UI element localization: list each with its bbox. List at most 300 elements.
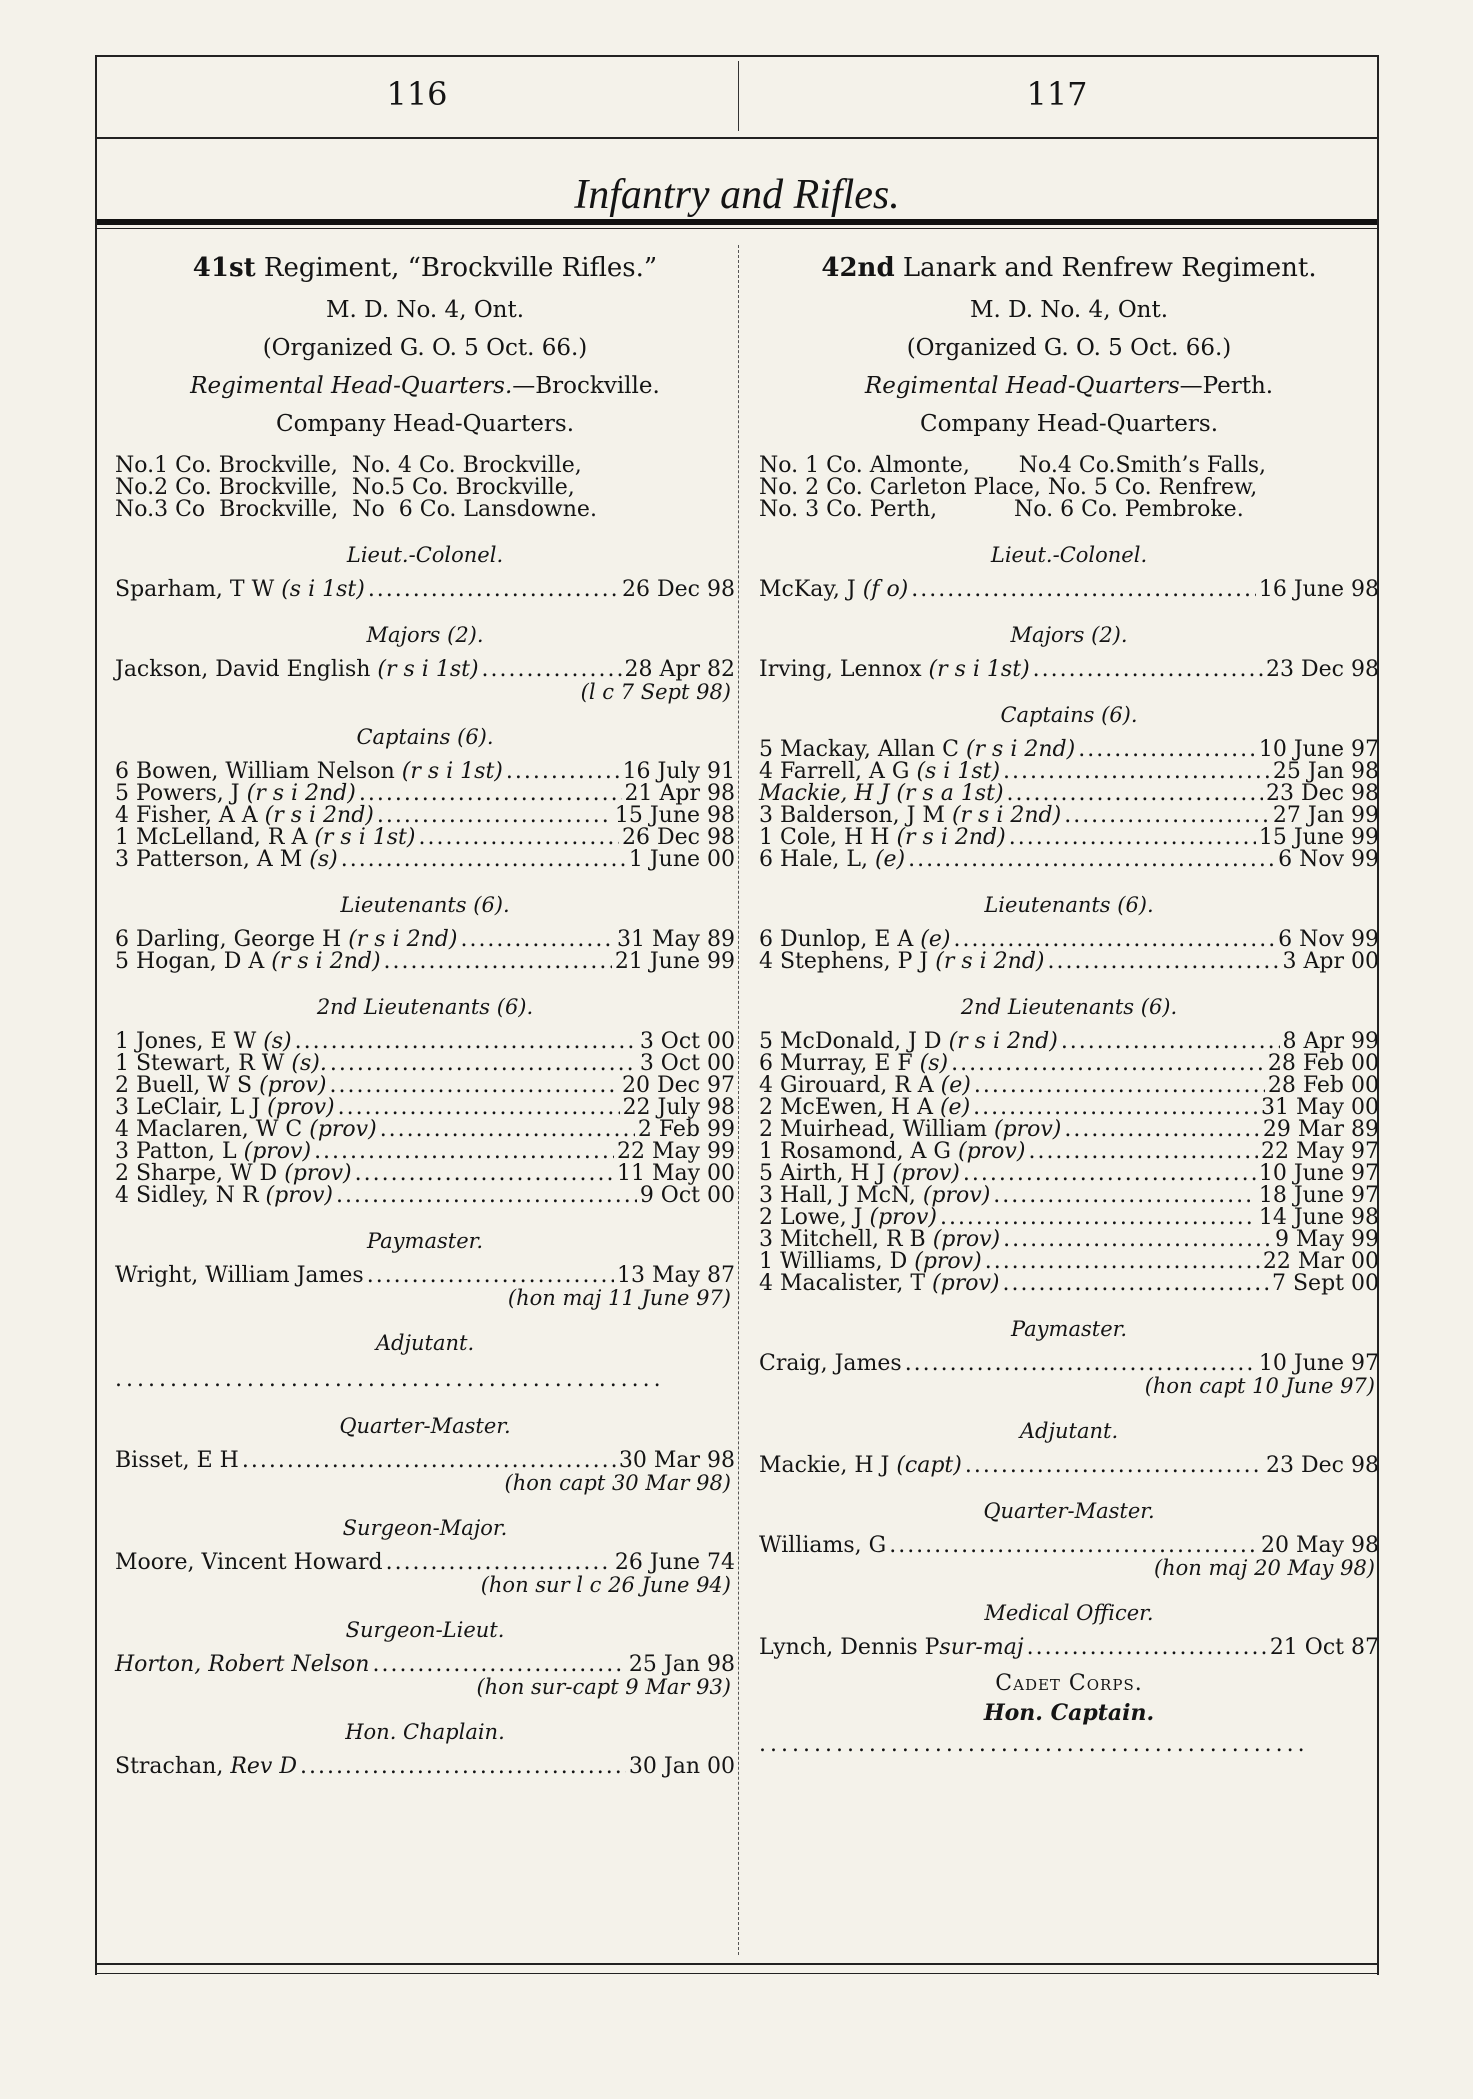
bottom-thin-rule (97, 1973, 1377, 1974)
officer-name-text: Craig, James (759, 1351, 902, 1376)
leader-dots (973, 1097, 1258, 1119)
section-title: 2nd Lieutenants (6). (316, 995, 534, 1019)
officer-name (115, 827, 415, 849)
officer-name (115, 1552, 383, 1574)
regiment-42nd (759, 245, 1379, 1757)
adjutant-list (759, 1455, 1379, 1477)
commission-date: 15 June 98 (614, 803, 735, 828)
officer-name (115, 1141, 311, 1163)
leader-dots (330, 1053, 637, 1075)
officer-name (759, 1353, 902, 1375)
officer-entry (115, 579, 735, 601)
officer-name-text: Sparham, T W (115, 577, 282, 602)
leader-dots (368, 579, 619, 601)
lieutenants-list (115, 929, 735, 973)
officer-entry (759, 579, 1379, 601)
officer-qualification: (prov) (993, 1117, 1062, 1142)
officer-qualification: (s i 1st) (281, 577, 365, 602)
captains-list (759, 739, 1379, 871)
military-district: M. D. No. 4, Ont. (969, 297, 1169, 323)
officer-name (759, 827, 1006, 849)
officer-entry (759, 849, 1379, 871)
officer-name (115, 1097, 335, 1119)
officer-name (115, 1756, 297, 1778)
officer-qualification: sur-maj (939, 1635, 1024, 1660)
section-title: Adjutant. (375, 1331, 475, 1355)
officer-name-text: Lynch, Dennis P (759, 1635, 940, 1660)
officer-name (759, 1053, 948, 1075)
regimental-hq-label: Regimental Head-Quarters. (190, 373, 513, 399)
officer-name (115, 1053, 327, 1075)
officer-name (115, 659, 479, 681)
page-number-left: 116 (386, 75, 448, 113)
surgeon-lieut-list (115, 1654, 735, 1676)
majors-list (115, 659, 735, 681)
note-text: (hon sur l c 26 June 94) (480, 1573, 731, 1597)
officer-name-text: 5 McDonald, J D (759, 1029, 949, 1054)
officer-name-text: 4 Girouard, R A (759, 1073, 941, 1098)
commission-date: 30 Mar 98 (618, 1448, 735, 1473)
officer-name-text: 6 Dunlop, E A (759, 927, 921, 952)
leader-dots (985, 1251, 1260, 1273)
leader-dots (338, 1097, 620, 1119)
officer-name (759, 783, 1004, 805)
leader-dots (386, 1552, 612, 1574)
note-text: (hon sur-capt 9 Mar 93) (476, 1675, 731, 1699)
surgeon-major-list (115, 1552, 735, 1574)
officer-qualification: (e) (920, 927, 951, 952)
officer-name-text: 1 Cole, H H (759, 825, 897, 850)
officer-name (759, 761, 1000, 783)
leader-dots (965, 1455, 1263, 1477)
quarter-master-list (759, 1535, 1379, 1557)
officer-entry (115, 1031, 735, 1053)
officer-name-text: 6 Hale, L, (759, 847, 875, 872)
officer-name (115, 1119, 377, 1141)
leader-dots (300, 1756, 626, 1778)
officer-name-text: 4 Stephens, P J (759, 949, 936, 974)
officer-qualification: (r s i 2nd) (965, 737, 1076, 762)
leader-dots (1048, 951, 1280, 973)
officer-entry (115, 849, 735, 871)
officer-entry (115, 1552, 735, 1574)
officer-entry (759, 783, 1379, 805)
leader-dots (418, 827, 619, 849)
officer-name-text: 3 Patton, L (115, 1139, 244, 1164)
commission-date: 7 Sept 00 (1272, 1271, 1379, 1296)
officer-entry (115, 659, 735, 681)
leader-dots (974, 1075, 1265, 1097)
vacant-entry: .................................................. (759, 1732, 1309, 1757)
officer-entry (115, 1185, 735, 1207)
officer-name (759, 929, 950, 951)
officer-entry (759, 1251, 1379, 1273)
regiment-41st (115, 245, 735, 1778)
commission-date: 10 June 97 (1258, 1351, 1379, 1376)
section-title: Majors (2). (1010, 623, 1128, 647)
rank-note (115, 1574, 735, 1596)
second-lieutenants-list (115, 1031, 735, 1207)
section-title: Adjutant. (1019, 1419, 1119, 1443)
commission-date: 28 Feb 00 (1267, 1073, 1379, 1098)
leader-dots (1003, 1273, 1270, 1295)
officer-entry (759, 1031, 1379, 1053)
officer-name-text: Irving, Lennox (759, 657, 929, 682)
lieutenants-list (759, 929, 1379, 973)
officer-name (759, 1207, 937, 1229)
regiment-heading (759, 253, 1379, 283)
officer-entry (759, 929, 1379, 951)
officer-qualification: (capt) (896, 1453, 962, 1478)
officer-name (759, 805, 1061, 827)
officer-qualification: (prov) (259, 1073, 327, 1098)
commission-date: 22 Mar 00 (1262, 1249, 1379, 1274)
officer-name (759, 1075, 971, 1097)
commission-date: 21 Apr 98 (624, 781, 735, 806)
header-rule (97, 137, 1377, 139)
officer-entry (115, 1163, 735, 1185)
commission-date: 22 May 99 (616, 1139, 735, 1164)
officer-entry (115, 1450, 735, 1472)
officer-entry (115, 761, 735, 783)
officer-entry (759, 1535, 1379, 1557)
officer-entry (759, 1353, 1379, 1375)
officer-name-text: 4 Farrell, A G (759, 759, 917, 784)
section-title: Quarter-Master. (983, 1499, 1155, 1523)
majors-list (759, 659, 1379, 681)
section-title: Paymaster. (366, 1229, 484, 1253)
leader-dots (908, 849, 1275, 871)
officer-entry (115, 827, 735, 849)
leader-dots (1027, 1637, 1267, 1659)
officer-name-text: Wright, William James (115, 1263, 364, 1288)
commission-date: 28 Apr 82 (624, 657, 735, 682)
commission-date: 6 Nov 99 (1278, 927, 1379, 952)
commission-date: 26 Dec 98 (622, 825, 735, 850)
cadet-corps-title: Cadet Corps. (995, 1671, 1143, 1696)
officer-name (759, 1097, 970, 1119)
regimental-hq (759, 373, 1379, 399)
leader-dots (993, 1185, 1256, 1207)
top-rule (97, 55, 1377, 57)
leader-dots (355, 1163, 614, 1185)
officer-name-text: 1 Jones, E W (115, 1029, 264, 1054)
officer-name-text: 4 Sidley, N R (115, 1183, 266, 1208)
officer-name (759, 1163, 960, 1185)
paymaster-list (759, 1353, 1379, 1375)
title-thin-rule (97, 228, 1377, 229)
officer-name-text: 4 Macalister, T (759, 1271, 933, 1296)
officer-name (115, 1075, 327, 1097)
commission-date: 21 Oct 87 (1269, 1635, 1379, 1660)
commission-date: 9 May 99 (1274, 1227, 1379, 1252)
officer-entry (759, 659, 1379, 681)
section-title: Lieutenants (6). (340, 893, 510, 917)
officer-qualification: (prov) (869, 1205, 937, 1230)
commission-date: 9 Oct 00 (639, 1183, 735, 1208)
officer-name (115, 579, 365, 601)
commission-date: 21 June 99 (614, 949, 735, 974)
officer-name (115, 783, 356, 805)
company-hq-title: Company Head-Quarters. (275, 411, 575, 437)
regimental-hq-value: —Perth. (1179, 373, 1274, 399)
rank-note (759, 1375, 1379, 1397)
officer-entry (759, 1207, 1379, 1229)
officer-entry (115, 1756, 735, 1778)
leader-dots (336, 1185, 637, 1207)
officer-name (115, 1450, 239, 1472)
leader-dots (889, 1535, 1258, 1557)
leader-dots (1078, 739, 1256, 761)
officer-name (759, 849, 905, 871)
officer-entry (759, 951, 1379, 973)
quarter-master-list (115, 1450, 735, 1472)
officer-name (759, 1141, 1025, 1163)
commission-date: 20 Dec 97 (622, 1073, 735, 1098)
officer-name-text: 4 Fisher, A A (115, 803, 265, 828)
officer-name-text: 1 Rosamond, A G (759, 1139, 958, 1164)
company-list: No.1 Co. Brockville, No. 4 Co. Brockville, No.2 Co. Brockville, No.5 Co. Brockville, No.3 Co Brockville, No 6 Co. Lansdowne. (115, 453, 597, 522)
leader-dots (953, 929, 1275, 951)
officer-name-text: 2 McEwen, H A (759, 1095, 940, 1120)
officer-qualification: (r s i 2nd) (935, 949, 1045, 974)
section-title: Captains (6). (356, 725, 494, 749)
section-title: Lieut.-Colonel. (990, 543, 1148, 567)
commission-date: 13 May 87 (616, 1263, 735, 1288)
rank-note (759, 1557, 1379, 1579)
leader-dots (506, 761, 620, 783)
lt-col-list (115, 579, 735, 601)
officer-name (115, 951, 381, 973)
regiment-name: Lanark and Renfrew Regiment. (902, 253, 1317, 283)
commission-date: 11 May 00 (616, 1161, 735, 1186)
officer-name (759, 1119, 1061, 1141)
regiment-heading (115, 253, 735, 283)
commission-date: 22 July 98 (622, 1095, 735, 1120)
leader-dots (1003, 761, 1270, 783)
officer-name-text: 6 Murray, E F (759, 1051, 920, 1076)
organized-note: (Organized G. O. 5 Oct. 66.) (906, 335, 1232, 361)
commission-date: 27 Jan 99 (1272, 803, 1379, 828)
leader-dots (242, 1450, 616, 1472)
officer-entry (759, 1097, 1379, 1119)
officer-name-text: 5 Mackay, Allan C (759, 737, 966, 762)
officer-name-text: Moore, Vincent Howard (115, 1550, 383, 1575)
commission-date: 28 Feb 00 (1267, 1051, 1379, 1076)
officer-entry (759, 1141, 1379, 1163)
officer-name-text: 2 Sharpe, W D (115, 1161, 285, 1186)
commission-date: 8 Apr 99 (1282, 1029, 1379, 1054)
leader-dots (377, 805, 612, 827)
officer-entry (759, 805, 1379, 827)
officer-name (759, 1229, 1000, 1251)
commission-date: 3 Apr 00 (1282, 949, 1379, 974)
officer-qualification: (r s i 1st) (314, 825, 416, 850)
note-text: (l c 7 Sept 98) (580, 680, 731, 704)
officer-qualification: (prov) (309, 1117, 377, 1142)
officer-name-text: 5 Hogan, D A (115, 949, 272, 974)
officer-qualification: (prov) (932, 1271, 1000, 1296)
officer-name-text: Mackie, H J (759, 1453, 897, 1478)
leader-dots (295, 1031, 637, 1053)
leader-dots (1028, 1141, 1258, 1163)
officer-name-text: 3 LeClair, L J (115, 1095, 268, 1120)
leader-dots (1033, 659, 1263, 681)
military-district: M. D. No. 4, Ont. (325, 297, 525, 323)
rank-note (115, 1472, 735, 1494)
regimental-hq (115, 373, 735, 399)
officer-qualification: (r s i 2nd) (896, 825, 1006, 850)
note-text: (hon maj 11 June 97) (507, 1286, 731, 1310)
commission-date: 22 May 97 (1260, 1139, 1379, 1164)
commission-date: 10 June 97 (1258, 1161, 1379, 1186)
officer-entry (759, 1163, 1379, 1185)
section-title: Quarter-Master. (339, 1414, 511, 1438)
commission-date: 2 Feb 99 (637, 1117, 735, 1142)
officer-name (115, 1031, 292, 1053)
officer-qualification: (s) (919, 1051, 949, 1076)
officer-name (759, 739, 1075, 761)
commission-date: 3 Oct 00 (639, 1029, 735, 1054)
officer-name (115, 1185, 333, 1207)
commission-date: 26 Dec 98 (622, 577, 735, 602)
officer-qualification: (prov) (914, 1249, 982, 1274)
officer-entry (115, 783, 735, 805)
officer-qualification: (prov) (932, 1227, 1001, 1252)
paymaster-list (115, 1265, 735, 1287)
medical-officer-list (759, 1637, 1379, 1659)
officer-name-text: 6 Darling, George H (115, 927, 349, 952)
leader-dots (330, 1075, 620, 1097)
officer-qualification: Horton, Robert Nelson (115, 1652, 370, 1677)
column-divider (738, 245, 739, 1955)
officer-entry (115, 1654, 735, 1676)
commission-date: 16 June 98 (1258, 577, 1379, 602)
officer-name (115, 761, 503, 783)
officer-entry (115, 1075, 735, 1097)
leader-dots (367, 1265, 614, 1287)
section-title: Hon. Chaplain. (345, 1720, 505, 1744)
officer-name-text: 1 Williams, D (759, 1249, 915, 1274)
officer-qualification: (r s i 1st) (401, 759, 503, 784)
officer-qualification: (r s i 2nd) (271, 949, 381, 974)
company-hq-title: Company Head-Quarters. (919, 411, 1219, 437)
note-text: (hon capt 30 Mar 98) (504, 1471, 731, 1495)
officer-qualification: (s i 1st) (916, 759, 1001, 784)
section-title: Lieutenants (6). (984, 893, 1154, 917)
officer-qualification: (e) (940, 1073, 971, 1098)
commission-date: 14 June 98 (1258, 1205, 1379, 1230)
officer-qualification: (prov) (958, 1139, 1026, 1164)
officer-qualification: (r s i 2nd) (264, 803, 374, 828)
commission-date: 1 June 00 (628, 847, 735, 872)
officer-name (759, 579, 908, 601)
officer-entry (115, 1141, 735, 1163)
officer-name (115, 929, 457, 951)
leader-dots (1064, 805, 1270, 827)
leader-dots (341, 849, 626, 871)
commission-date: 29 Mar 89 (1262, 1117, 1379, 1142)
leader-dots (911, 579, 1256, 601)
officer-name-text: 2 Lowe, J (759, 1205, 870, 1230)
officer-name-text: 1 McLelland, R A (115, 825, 315, 850)
officer-qualification: (prov) (267, 1095, 335, 1120)
officer-entry (759, 1075, 1379, 1097)
officer-qualification: (prov) (922, 1183, 991, 1208)
officer-qualification: (r s i 2nd) (948, 1029, 1058, 1054)
company-list: No. 1 Co. Almonte, No.4 Co.Smith’s Falls, No. 2 Co. Carleton Place, No. 5 Co. Renfrew, No. 3 Co. Perth, No. 6 Co. Pembroke. (759, 453, 1267, 522)
commission-date: 25 Jan 98 (628, 1652, 735, 1677)
leader-dots (1003, 1229, 1272, 1251)
officer-name (115, 1163, 352, 1185)
commission-date: 31 May 89 (616, 927, 735, 952)
officer-qualification: (f o) (862, 577, 909, 602)
officer-entry (115, 951, 735, 973)
officer-name-text: 3 Hall, J McN, (759, 1183, 923, 1208)
leader-dots (314, 1141, 614, 1163)
officer-entry (115, 1097, 735, 1119)
page-title: Infantry and Rifles. (574, 172, 900, 218)
regiment-number: 42nd (821, 253, 895, 283)
commission-date: 23 Dec 98 (1266, 781, 1379, 806)
rank-note (115, 681, 735, 703)
vacant-entry: .................................................. (115, 1367, 665, 1392)
leader-dots (384, 951, 612, 973)
officer-entry (115, 1265, 735, 1287)
note-text: (hon maj 20 May 98) (1153, 1556, 1375, 1580)
commission-date: 15 June 99 (1258, 825, 1379, 850)
officer-name-text: 3 Patterson, A M (115, 847, 310, 872)
officer-name-text: 4 Maclaren, W C (115, 1117, 310, 1142)
commission-date: 10 June 97 (1258, 737, 1379, 762)
section-title: 2nd Lieutenants (6). (960, 995, 1178, 1019)
officer-entry (759, 1637, 1379, 1659)
commission-date: 6 Nov 99 (1278, 847, 1379, 872)
officer-entry (115, 1053, 735, 1075)
leader-dots (372, 1654, 625, 1676)
note-text: (hon capt 10 June 97) (1144, 1374, 1375, 1398)
leader-dots (905, 1353, 1256, 1375)
officer-name (115, 1654, 369, 1676)
officer-qualification: (r s i 2nd) (246, 781, 356, 806)
officer-name-text: 2 Buell, W S (115, 1073, 260, 1098)
officer-name (759, 1455, 962, 1477)
rank-note (115, 1676, 735, 1698)
officer-name (759, 1637, 1024, 1659)
officer-name-text: Jackson, David English (115, 657, 378, 682)
chaplain-list (115, 1756, 735, 1778)
section-title: Lieut.-Colonel. (346, 543, 504, 567)
page-number-right: 117 (1026, 75, 1088, 113)
officer-name (115, 1265, 364, 1287)
officer-name-text: Strachan, (115, 1754, 231, 1779)
regiment-number: 41st (192, 253, 256, 283)
officer-name (115, 805, 374, 827)
commission-date: 18 June 97 (1258, 1183, 1379, 1208)
leader-dots (1007, 783, 1264, 805)
regimental-hq-label: Regimental Head-Quarters (864, 373, 1180, 399)
commission-date: 3 Oct 00 (639, 1051, 735, 1076)
officer-entry (759, 827, 1379, 849)
leader-dots (482, 659, 622, 681)
section-title: Surgeon-Major. (342, 1516, 508, 1540)
officer-qualification: (s) (309, 847, 338, 872)
rank-note (115, 1287, 735, 1309)
officer-name-text: 1 Stewart, R W (115, 1051, 292, 1076)
section-title: Medical Officer. (984, 1601, 1154, 1625)
leader-dots (951, 1053, 1265, 1075)
leader-dots (1009, 827, 1256, 849)
